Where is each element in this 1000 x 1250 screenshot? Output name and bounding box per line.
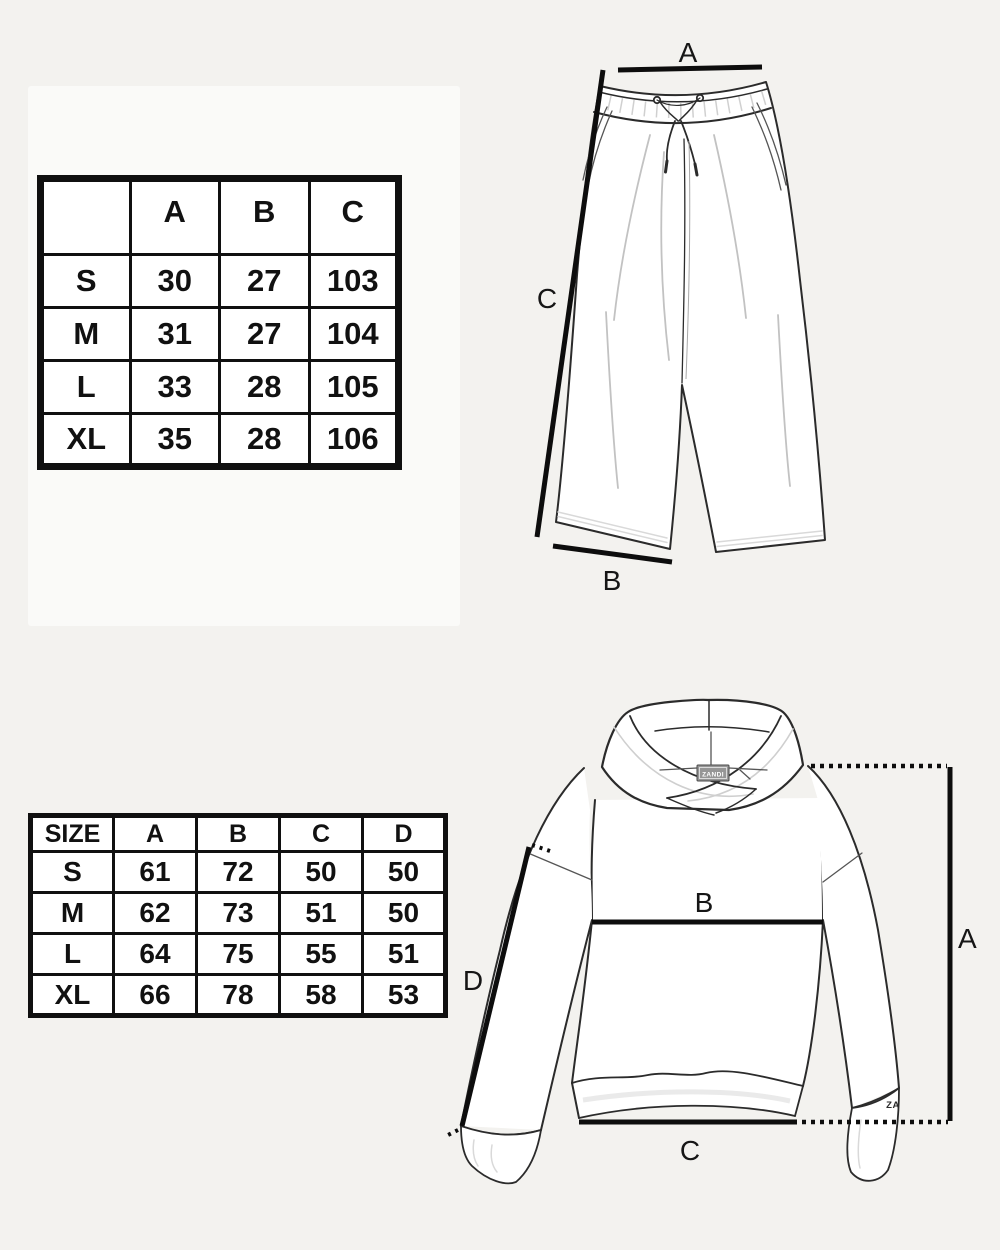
pants-diagram — [500, 20, 940, 595]
pants-label-length: C — [536, 283, 558, 314]
size-label: S — [31, 852, 114, 893]
measurement-value: 75 — [197, 934, 280, 975]
hoodie-size-table — [28, 813, 448, 1018]
hoodie-body — [572, 798, 823, 1118]
hoodie-drawing — [461, 700, 900, 1184]
column-header: C — [309, 179, 399, 255]
size-label: L — [31, 934, 114, 975]
size-row — [31, 975, 446, 1016]
measurement-value: 62 — [114, 893, 197, 934]
size-row — [31, 934, 446, 975]
header-row — [41, 179, 399, 255]
size-label: M — [31, 893, 114, 934]
measurement-value: 106 — [309, 414, 399, 467]
measurement-value: 58 — [280, 975, 363, 1016]
hoodie-label-chest: B — [694, 887, 714, 918]
measurement-value: 30 — [130, 255, 220, 308]
measurement-value: 78 — [197, 975, 280, 1016]
measurement-value: 35 — [130, 414, 220, 467]
measurement-value: 28 — [220, 361, 310, 414]
column-header: C — [280, 816, 363, 852]
measurement-value: 103 — [309, 255, 399, 308]
column-header: B — [197, 816, 280, 852]
size-row — [31, 893, 446, 934]
measurement-value: 27 — [220, 308, 310, 361]
size-label: XL — [41, 414, 131, 467]
measurement-value: 27 — [220, 255, 310, 308]
measurement-value: 104 — [309, 308, 399, 361]
hoodie-diagram — [440, 680, 1000, 1225]
header-row — [31, 816, 446, 852]
pants-label-waist: A — [678, 37, 698, 68]
pants-size-table — [37, 175, 402, 470]
measurement-value: 31 — [130, 308, 220, 361]
measurement-value: 50 — [363, 893, 446, 934]
measurement-value: 55 — [280, 934, 363, 975]
pants-hem-line — [553, 546, 672, 562]
column-header: D — [363, 816, 446, 852]
size-label: M — [41, 308, 131, 361]
measurement-value: 72 — [197, 852, 280, 893]
column-header: SIZE — [31, 816, 114, 852]
hoodie-neck-tag — [697, 765, 729, 781]
measurement-value: 64 — [114, 934, 197, 975]
column-header: B — [220, 179, 310, 255]
column-header: A — [130, 179, 220, 255]
size-label: L — [41, 361, 131, 414]
column-header: A — [114, 816, 197, 852]
measurement-value: 61 — [114, 852, 197, 893]
measurement-value: 50 — [363, 852, 446, 893]
measurement-value: 28 — [220, 414, 310, 467]
size-label: XL — [31, 975, 114, 1016]
size-row — [41, 308, 399, 361]
neck-tag-text: ZANDI — [702, 771, 724, 779]
size-row — [41, 414, 399, 467]
measurement-value: 33 — [130, 361, 220, 414]
measurement-value: 50 — [280, 852, 363, 893]
measurement-value: 105 — [309, 361, 399, 414]
measurement-value: 51 — [280, 893, 363, 934]
size-label: S — [41, 255, 131, 308]
size-row — [41, 255, 399, 308]
za-sleeve-logo: ZA — [886, 1100, 900, 1111]
hoodie-sleeve-dots-bottom — [444, 1130, 458, 1137]
measurement-value: 51 — [363, 934, 446, 975]
measurement-value: 53 — [363, 975, 446, 1016]
pants-drawing — [556, 82, 825, 552]
hoodie-label-length: A — [958, 923, 977, 954]
measurement-value: 66 — [114, 975, 197, 1016]
measurement-value: 73 — [197, 893, 280, 934]
hoodie-label-hem: C — [679, 1135, 701, 1166]
column-header — [41, 179, 131, 255]
size-row — [41, 361, 399, 414]
size-row — [31, 852, 446, 893]
hoodie-label-sleeve: D — [462, 965, 484, 996]
pants-label-hem: B — [602, 565, 622, 595]
